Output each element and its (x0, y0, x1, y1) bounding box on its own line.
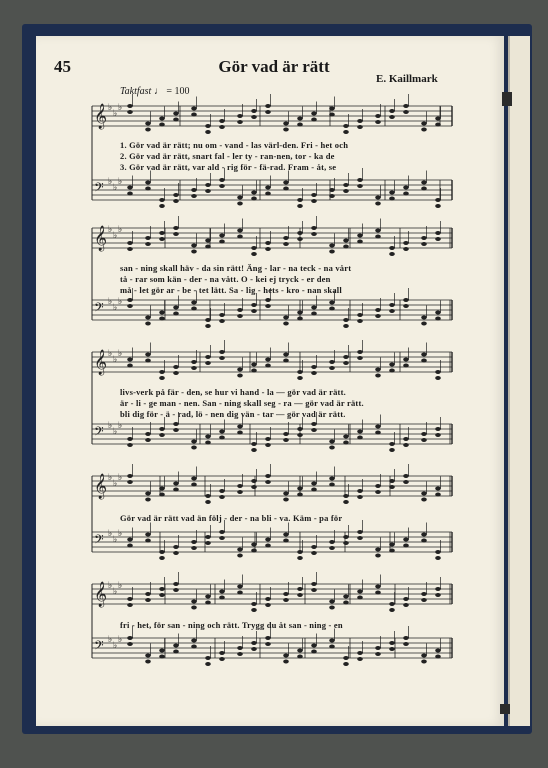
svg-text:𝄢: 𝄢 (94, 300, 104, 318)
svg-text:♭: ♭ (108, 103, 113, 113)
svg-text:♭: ♭ (113, 479, 118, 489)
svg-text:♭: ♭ (108, 581, 113, 591)
tempo-marking: Taktfast ♩ = 100 (120, 86, 190, 97)
svg-text:♭: ♭ (113, 183, 118, 193)
svg-text:♭: ♭ (118, 421, 123, 431)
lyrics-line: tå - rar som kän - der - na vått. O - kei ej tryck - er den (120, 274, 331, 284)
svg-text:♭: ♭ (113, 535, 118, 545)
svg-text:♭: ♭ (118, 103, 123, 113)
lyrics-line: 1. Gör vad är rätt; nu om - vand - las värl-den. Fri - het och (120, 140, 349, 150)
svg-text:♭: ♭ (113, 427, 118, 437)
svg-text:♭: ♭ (118, 225, 123, 235)
svg-text:♭: ♭ (113, 355, 118, 365)
song-title: Gör vad är rätt (218, 57, 330, 76)
svg-text:♭: ♭ (108, 349, 113, 359)
svg-text:♭: ♭ (118, 177, 123, 187)
svg-text:𝄢: 𝄢 (94, 638, 104, 656)
svg-text:♭: ♭ (108, 421, 113, 431)
svg-text:♭: ♭ (118, 529, 123, 539)
svg-text:♭: ♭ (113, 587, 118, 597)
svg-text:𝄞: 𝄞 (94, 350, 108, 375)
lyrics-line: Gör vad är rätt vad än följ - der - na bli - va. Käm - pa för (120, 513, 343, 523)
svg-text:♭: ♭ (118, 349, 123, 359)
lyrics-line: livs-verk på fär - den, se hur vi hand - la — gör vad är rätt. (120, 387, 346, 397)
svg-text:♭: ♭ (118, 635, 123, 645)
lyrics-line: 2. Gör vad är rätt, snart fal - ler ty - ran-nen, tor - ka de (120, 151, 335, 161)
composer-name: E. Kaillmark (376, 73, 438, 85)
svg-text:♭: ♭ (108, 635, 113, 645)
svg-text:𝄞: 𝄞 (94, 104, 108, 129)
svg-text:♭: ♭ (108, 177, 113, 187)
svg-text:♭: ♭ (118, 297, 123, 307)
lyrics-line: 3. Gör vad är rätt, var ald - rig för - fä-rad. Fram - åt, se (120, 162, 337, 172)
svg-text:𝄞: 𝄞 (94, 226, 108, 251)
lyrics-line: bli dig för - ä - rad, lö - nen dig vän - tar — gör vad är rätt. (120, 409, 346, 419)
svg-text:♭: ♭ (113, 231, 118, 241)
svg-text:♭: ♭ (108, 225, 113, 235)
svg-text:♭: ♭ (113, 641, 118, 651)
svg-text:♭: ♭ (108, 473, 113, 483)
svg-text:𝄢: 𝄢 (94, 532, 104, 550)
lyrics-line: fri - het, för san - ning och rätt. Trygg du åt san - ning - en (120, 620, 343, 630)
svg-text:𝄢: 𝄢 (94, 424, 104, 442)
svg-text:♭: ♭ (118, 581, 123, 591)
page-number: 45 (54, 57, 71, 76)
lyrics-line: san - ning skall häv - da sin rätt! Äng - lar - na teck - na vårt (120, 263, 352, 273)
svg-text:♭: ♭ (113, 109, 118, 119)
svg-text:♭: ♭ (113, 303, 118, 313)
svg-text:𝄞: 𝄞 (94, 474, 108, 499)
svg-text:𝄢: 𝄢 (94, 180, 104, 198)
lyrics-line: må - let gör ar - be - tet lätt. Sa - lig - hets - kro - nan skall (120, 285, 342, 295)
svg-text:♭: ♭ (108, 297, 113, 307)
svg-text:♭: ♭ (118, 473, 123, 483)
svg-text:♭: ♭ (108, 529, 113, 539)
svg-text:𝄞: 𝄞 (94, 582, 108, 607)
lyrics-line: är - li - ge man - nen. San - ning skall seg - ra — gör vad är rätt. (120, 398, 364, 408)
